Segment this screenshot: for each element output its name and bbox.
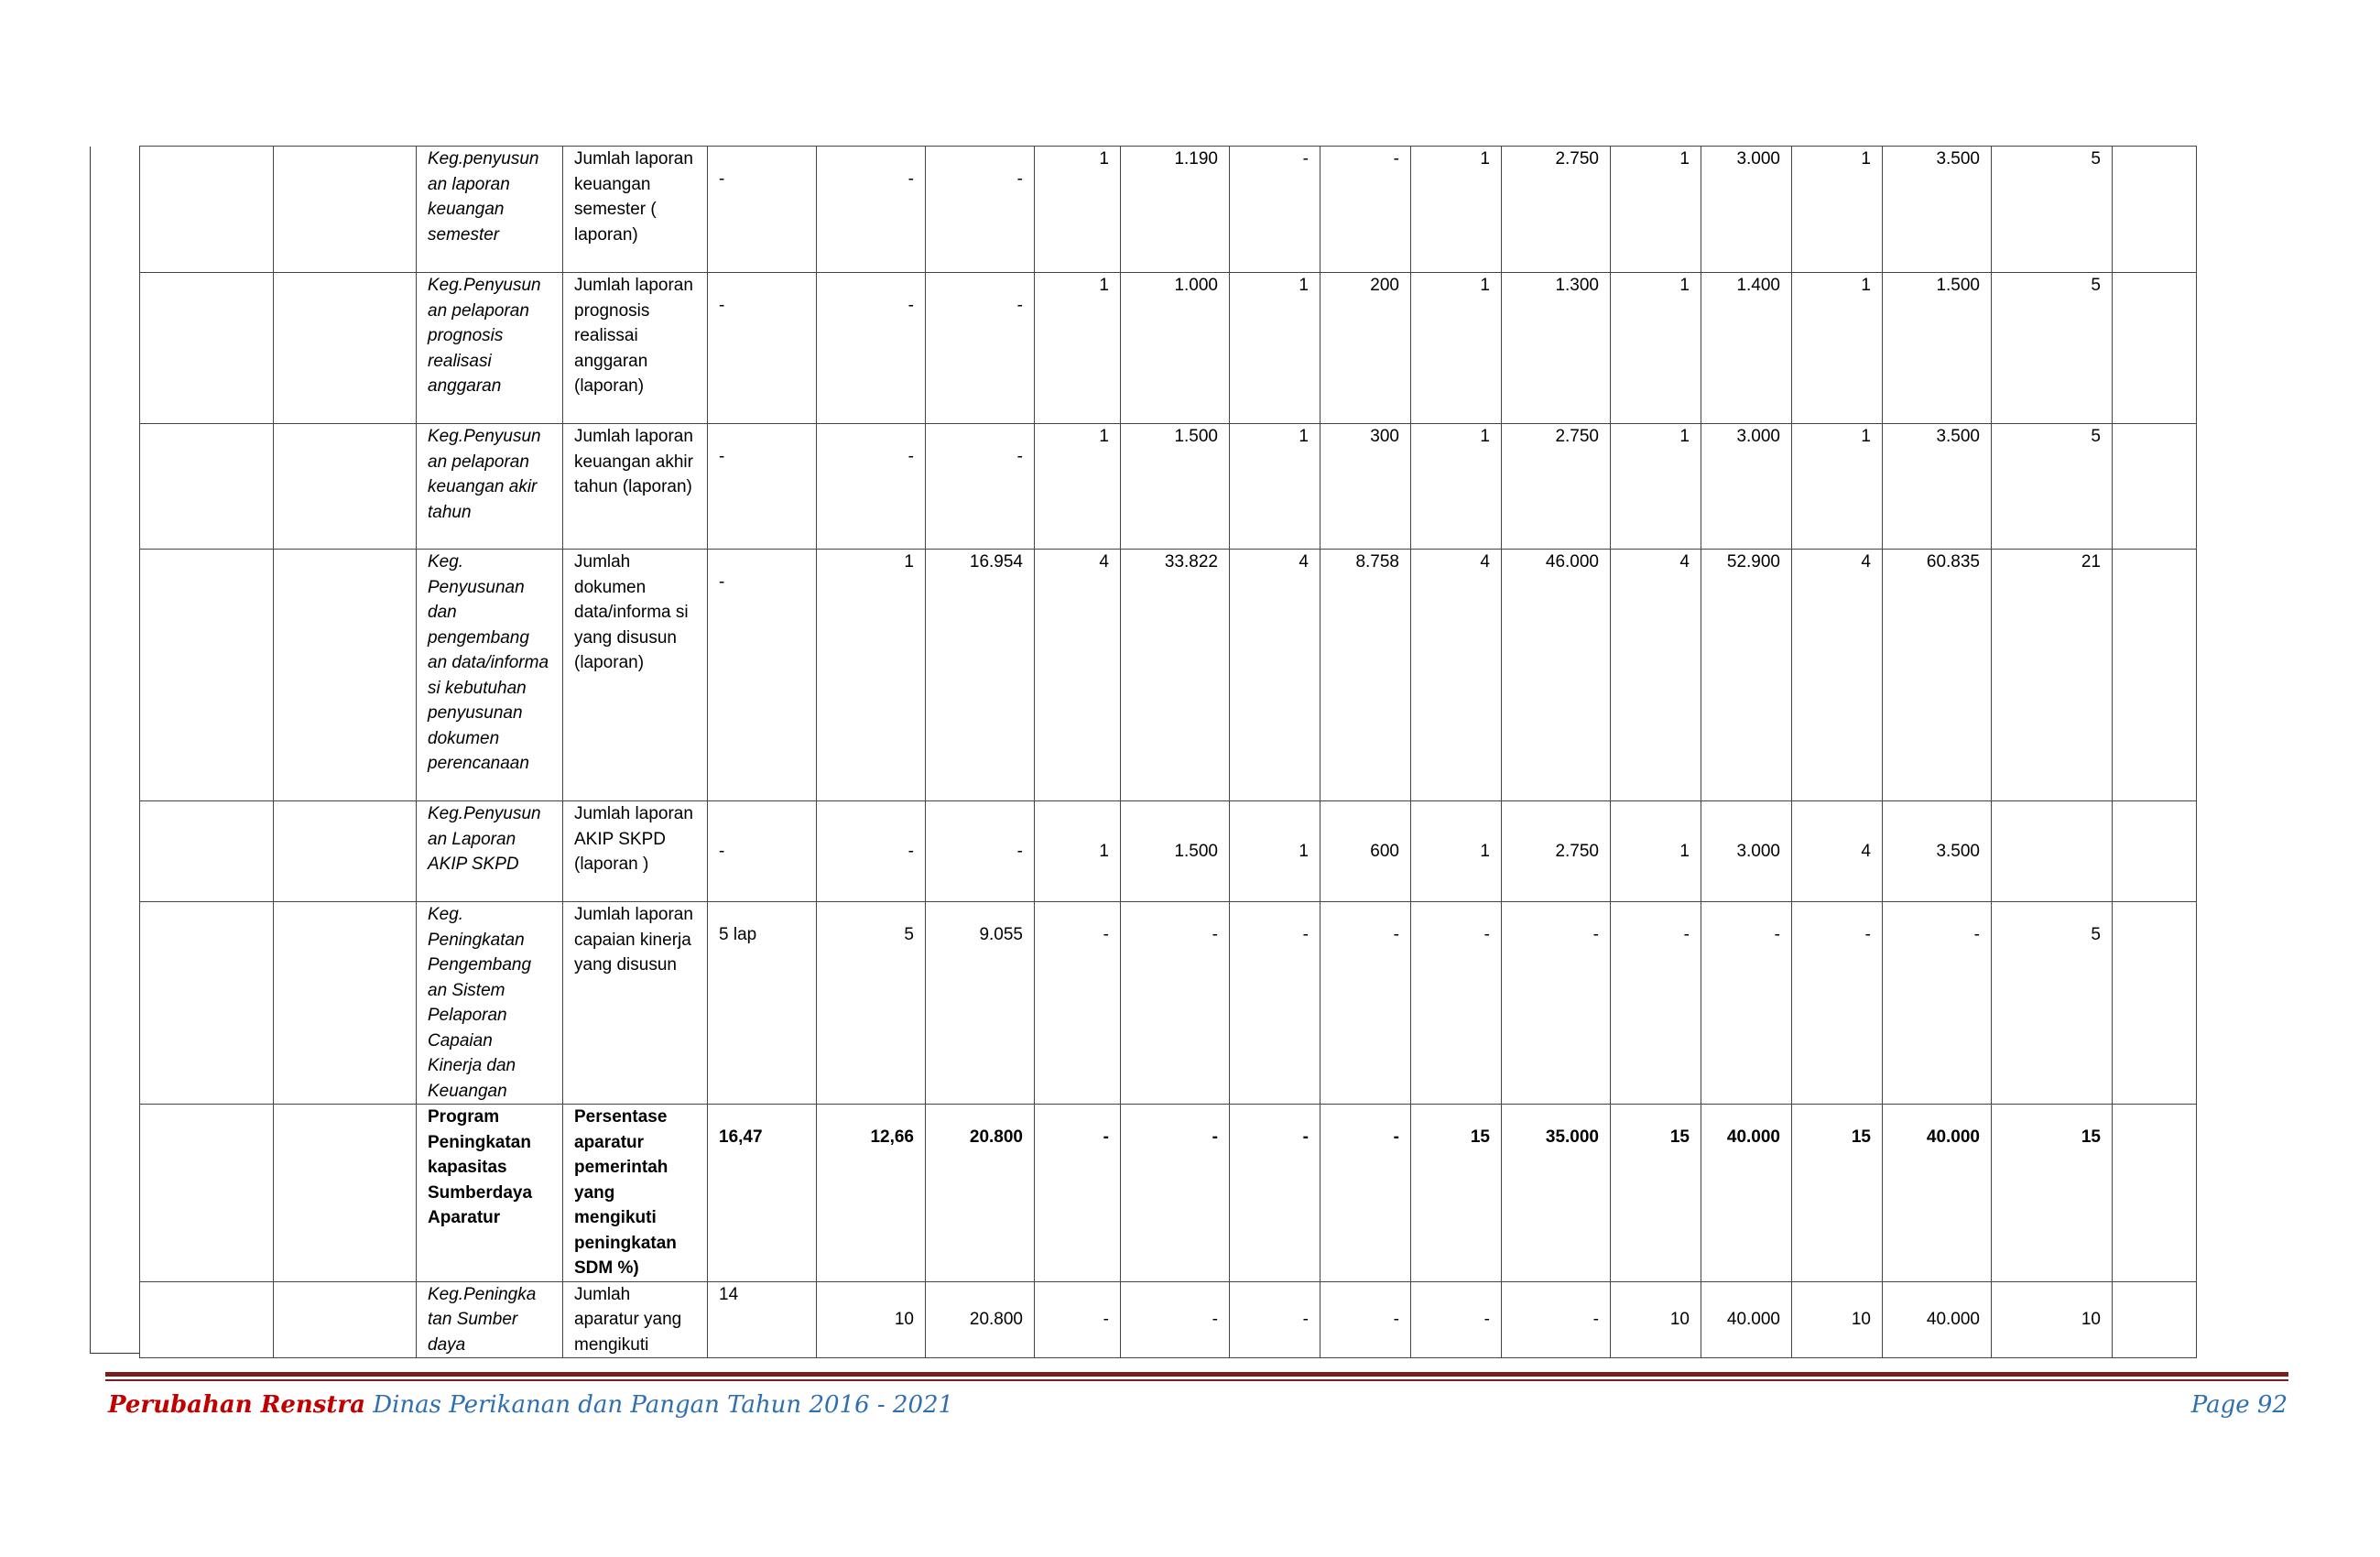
- value-cell: -: [1320, 147, 1411, 273]
- value-cell: -: [1701, 902, 1792, 1105]
- footer-rule-thin: [105, 1379, 2288, 1381]
- value-cell: 1: [1411, 147, 1502, 273]
- value-cell: [2113, 801, 2197, 902]
- value-cell: 21: [1992, 550, 2113, 801]
- activity-cell: Keg. Penyusunan dan pengembang an data/informa si kebutuhan penyusunan dokumen perencanaan: [417, 550, 563, 801]
- value-cell: 3.500: [1883, 801, 1992, 902]
- value-cell: 2.750: [1502, 801, 1611, 902]
- value-cell: -: [1611, 902, 1701, 1105]
- value-cell: [2113, 550, 2197, 801]
- activity-cell: Keg. Peningkatan Pengembang an Sistem Pelaporan Capaian Kinerja dan Keuangan: [417, 902, 563, 1105]
- empty-cell: [274, 902, 417, 1105]
- value-cell: 1: [817, 550, 926, 801]
- indicator-cell: Jumlah laporan capaian kinerja yang disusun: [563, 902, 708, 1105]
- value-cell: -: [708, 550, 817, 801]
- value-cell: -: [708, 273, 817, 424]
- indicator-cell: Persentase aparatur pemerintah yang mengikuti peningkatan SDM %): [563, 1105, 708, 1282]
- value-cell: 1.500: [1121, 801, 1230, 902]
- value-cell: 1: [1230, 801, 1320, 902]
- value-cell: [1992, 801, 2113, 902]
- value-cell: -: [708, 147, 817, 273]
- empty-cell: [140, 147, 274, 273]
- indicator-cell: Jumlah laporan prognosis realissai anggaran (laporan): [563, 273, 708, 424]
- value-cell: 15: [1611, 1105, 1701, 1282]
- value-cell: -: [1121, 902, 1230, 1105]
- empty-cell: [140, 1281, 274, 1358]
- value-cell: 14: [708, 1281, 817, 1358]
- value-cell: 5: [817, 902, 926, 1105]
- program-cell: Program Peningkatan kapasitas Sumberdaya Aparatur: [417, 1105, 563, 1282]
- value-cell: 35.000: [1502, 1105, 1611, 1282]
- value-cell: 1.400: [1701, 273, 1792, 424]
- value-cell: -: [1883, 902, 1992, 1105]
- value-cell: -: [817, 273, 926, 424]
- table-row: [140, 550, 2197, 801]
- empty-cell: [274, 1105, 417, 1282]
- value-cell: 4: [1035, 550, 1121, 801]
- value-cell: 1: [1230, 273, 1320, 424]
- value-cell: 15: [1411, 1105, 1502, 1282]
- value-cell: -: [817, 424, 926, 550]
- value-cell: 5: [1992, 902, 2113, 1105]
- value-cell: 40.000: [1701, 1105, 1792, 1282]
- value-cell: -: [1320, 1281, 1411, 1358]
- activity-cell: Keg.Penyusun an pelaporan prognosis realisasi anggaran: [417, 273, 563, 424]
- value-cell: 16.954: [926, 550, 1035, 801]
- value-cell: -: [1792, 902, 1883, 1105]
- value-cell: 1: [1035, 147, 1121, 273]
- indicator-cell: Jumlah laporan AKIP SKPD (laporan ): [563, 801, 708, 902]
- indicator-cell: Jumlah laporan keuangan semester ( laporan): [563, 147, 708, 273]
- value-cell: 20.800: [926, 1281, 1035, 1358]
- value-cell: 1: [1035, 273, 1121, 424]
- empty-cell: [140, 1105, 274, 1282]
- empty-cell: [274, 1281, 417, 1358]
- value-cell: -: [1035, 1105, 1121, 1282]
- table-row: [140, 902, 2197, 1105]
- table-row: [140, 273, 2197, 424]
- indicator-cell: Jumlah laporan keuangan akhir tahun (laporan): [563, 424, 708, 550]
- indicator-cell: Jumlah aparatur yang mengikuti: [563, 1281, 708, 1358]
- value-cell: 46.000: [1502, 550, 1611, 801]
- left-margin-rule: [90, 147, 91, 1354]
- table-row: [140, 424, 2197, 550]
- value-cell: -: [1411, 1281, 1502, 1358]
- value-cell: 1: [1411, 273, 1502, 424]
- value-cell: 40.000: [1701, 1281, 1792, 1358]
- value-cell: -: [1230, 1281, 1320, 1358]
- value-cell: [2113, 424, 2197, 550]
- renstra-table: [139, 146, 2197, 1358]
- activity-cell: Keg.Peningka tan Sumber daya: [417, 1281, 563, 1358]
- value-cell: 1.500: [1121, 424, 1230, 550]
- value-cell: -: [1230, 1105, 1320, 1282]
- table-row: [140, 147, 2197, 273]
- indicator-cell: Jumlah dokumen data/informa si yang disusun (laporan): [563, 550, 708, 801]
- value-cell: 300: [1320, 424, 1411, 550]
- value-cell: 15: [1992, 1105, 2113, 1282]
- value-cell: 1: [1611, 273, 1701, 424]
- value-cell: -: [926, 147, 1035, 273]
- value-cell: 4: [1792, 801, 1883, 902]
- value-cell: -: [817, 801, 926, 902]
- footer-brand: Perubahan Renstra: [108, 1391, 365, 1419]
- value-cell: 3.000: [1701, 424, 1792, 550]
- table-row: [140, 1281, 2197, 1358]
- empty-cell: [274, 273, 417, 424]
- value-cell: 10: [1792, 1281, 1883, 1358]
- value-cell: 5 lap: [708, 902, 817, 1105]
- empty-cell: [140, 550, 274, 801]
- empty-cell: [140, 424, 274, 550]
- value-cell: 10: [1611, 1281, 1701, 1358]
- footer-rule-thick: [105, 1372, 2288, 1377]
- value-cell: -: [1035, 1281, 1121, 1358]
- value-cell: -: [926, 801, 1035, 902]
- value-cell: 5: [1992, 147, 2113, 273]
- value-cell: 40.000: [1883, 1105, 1992, 1282]
- value-cell: 15: [1792, 1105, 1883, 1282]
- value-cell: 12,66: [817, 1105, 926, 1282]
- value-cell: 40.000: [1883, 1281, 1992, 1358]
- value-cell: 1: [1230, 424, 1320, 550]
- value-cell: 3.000: [1701, 801, 1792, 902]
- empty-cell: [140, 902, 274, 1105]
- page-number: Page 92: [2190, 1391, 2288, 1419]
- value-cell: 9.055: [926, 902, 1035, 1105]
- value-cell: 1: [1792, 424, 1883, 550]
- empty-cell: [274, 147, 417, 273]
- value-cell: 10: [1992, 1281, 2113, 1358]
- value-cell: 1: [1035, 424, 1121, 550]
- value-cell: [2113, 1105, 2197, 1282]
- value-cell: 1: [1611, 424, 1701, 550]
- value-cell: 1: [1035, 801, 1121, 902]
- value-cell: 4: [1611, 550, 1701, 801]
- value-cell: 1: [1411, 801, 1502, 902]
- value-cell: 8.758: [1320, 550, 1411, 801]
- value-cell: 1: [1792, 147, 1883, 273]
- value-cell: 16,47: [708, 1105, 817, 1282]
- value-cell: 4: [1792, 550, 1883, 801]
- value-cell: 1: [1611, 801, 1701, 902]
- value-cell: 33.822: [1121, 550, 1230, 801]
- empty-cell: [274, 550, 417, 801]
- value-cell: 1.190: [1121, 147, 1230, 273]
- value-cell: 3.000: [1701, 147, 1792, 273]
- value-cell: 2.750: [1502, 424, 1611, 550]
- value-cell: 1.500: [1883, 273, 1992, 424]
- table-row: [140, 1105, 2197, 1282]
- value-cell: 4: [1411, 550, 1502, 801]
- value-cell: 60.835: [1883, 550, 1992, 801]
- value-cell: 1.300: [1502, 273, 1611, 424]
- value-cell: -: [708, 424, 817, 550]
- value-cell: -: [1502, 1281, 1611, 1358]
- value-cell: 1: [1792, 273, 1883, 424]
- value-cell: -: [1411, 902, 1502, 1105]
- value-cell: 2.750: [1502, 147, 1611, 273]
- empty-cell: [274, 801, 417, 902]
- value-cell: 10: [817, 1281, 926, 1358]
- value-cell: -: [1121, 1281, 1230, 1358]
- value-cell: [2113, 1281, 2197, 1358]
- value-cell: -: [1035, 902, 1121, 1105]
- value-cell: 3.500: [1883, 147, 1992, 273]
- value-cell: 1.000: [1121, 273, 1230, 424]
- bottom-margin-rule: [90, 1353, 140, 1354]
- value-cell: -: [1230, 147, 1320, 273]
- activity-cell: Keg.penyusun an laporan keuangan semester: [417, 147, 563, 273]
- value-cell: 200: [1320, 273, 1411, 424]
- value-cell: 4: [1230, 550, 1320, 801]
- value-cell: [2113, 273, 2197, 424]
- value-cell: [2113, 902, 2197, 1105]
- value-cell: 5: [1992, 273, 2113, 424]
- value-cell: 600: [1320, 801, 1411, 902]
- activity-cell: Keg.Penyusun an pelaporan keuangan akir tahun: [417, 424, 563, 550]
- value-cell: -: [926, 273, 1035, 424]
- page-footer: [108, 1385, 2288, 1425]
- value-cell: 5: [1992, 424, 2113, 550]
- value-cell: -: [926, 424, 1035, 550]
- footer-subtitle: Dinas Perikanan dan Pangan Tahun 2016 - 2021: [364, 1391, 954, 1419]
- value-cell: 1: [1611, 147, 1701, 273]
- empty-cell: [274, 424, 417, 550]
- activity-cell: Keg.Penyusun an Laporan AKIP SKPD: [417, 801, 563, 902]
- value-cell: -: [1230, 902, 1320, 1105]
- value-cell: -: [708, 801, 817, 902]
- value-cell: 1: [1411, 424, 1502, 550]
- empty-cell: [140, 801, 274, 902]
- value-cell: -: [817, 147, 926, 273]
- value-cell: 3.500: [1883, 424, 1992, 550]
- value-cell: 52.900: [1701, 550, 1792, 801]
- value-cell: -: [1502, 902, 1611, 1105]
- value-cell: -: [1320, 902, 1411, 1105]
- value-cell: 20.800: [926, 1105, 1035, 1282]
- value-cell: [2113, 147, 2197, 273]
- value-cell: -: [1320, 1105, 1411, 1282]
- value-cell: -: [1121, 1105, 1230, 1282]
- empty-cell: [140, 273, 274, 424]
- table-row: [140, 801, 2197, 902]
